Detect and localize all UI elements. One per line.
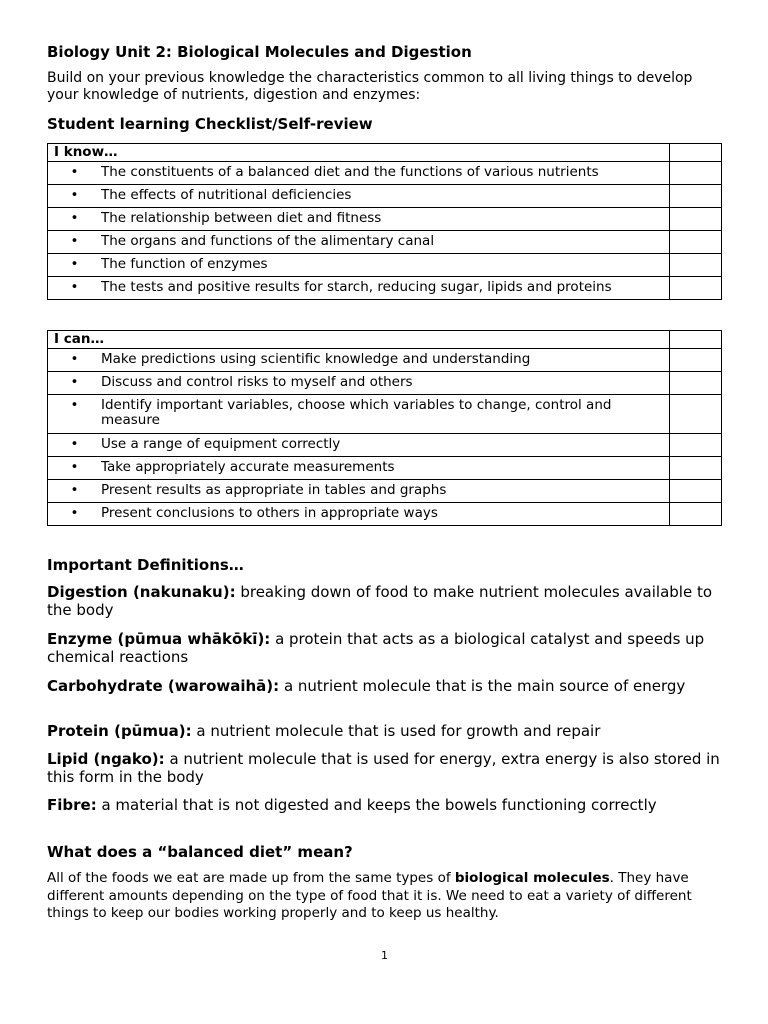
checklist-item: Take appropriately accurate measurements	[101, 459, 395, 475]
table-row	[48, 434, 722, 457]
i-know-checklist-table	[47, 143, 722, 300]
tick-box	[670, 231, 722, 254]
table-row	[48, 162, 722, 185]
definition-fibre	[47, 796, 722, 814]
i-can-checklist-table	[47, 330, 722, 526]
bullet-icon: •	[70, 397, 79, 413]
bullet-icon: •	[70, 256, 79, 272]
checklist-item: Make predictions using scientific knowledge and understanding	[101, 351, 531, 367]
checklist-item: Discuss and control risks to myself and others	[101, 374, 413, 390]
definition-text: a material that is not digested and keeps the bowels functioning correctly	[96, 796, 657, 814]
tick-box	[670, 503, 722, 526]
tick-box	[670, 457, 722, 480]
bullet-icon: •	[70, 164, 79, 180]
i-know-heading: I know…	[48, 144, 670, 162]
bullet-icon: •	[70, 482, 79, 498]
bullet-icon: •	[70, 436, 79, 452]
checklist-item: The relationship between diet and fitness	[101, 210, 382, 226]
table-row	[48, 254, 722, 277]
definition-term: Enzyme (pūmua whākōkī):	[47, 630, 271, 648]
paragraph-text: All of the foods we eat are made up from the same types of	[47, 870, 455, 886]
table-header-row	[48, 331, 722, 349]
checklist-item: Identify important variables, choose which variables to change, control and measure	[101, 397, 612, 428]
tick-box	[670, 185, 722, 208]
paragraph-bold-term: biological molecules	[454, 870, 610, 886]
bullet-icon: •	[70, 233, 79, 249]
definition-term: Carbohydrate (warowaihā):	[47, 677, 280, 695]
definition-digestion	[47, 583, 722, 619]
definition-term: Fibre:	[47, 796, 97, 814]
bullet-icon: •	[70, 210, 79, 226]
table-row	[48, 457, 722, 480]
checklist-item: Present results as appropriate in tables and graphs	[101, 482, 447, 498]
table-row	[48, 480, 722, 503]
tick-box	[670, 331, 722, 349]
page-number: 1	[381, 949, 388, 962]
definition-text: a protein that acts as a biological catalyst and speeds up chemical reactions	[47, 630, 705, 666]
checklist-item: The effects of nutritional deficiencies	[101, 187, 352, 203]
definitions-heading: Important Definitions…	[47, 556, 244, 574]
definition-text: a nutrient molecule that is used for growth and repair	[191, 722, 601, 740]
definition-lipid	[47, 750, 722, 786]
i-can-heading: I can…	[48, 331, 670, 349]
bullet-icon: •	[70, 459, 79, 475]
bullet-icon: •	[70, 351, 79, 367]
definition-term: Protein (pūmua):	[47, 722, 192, 740]
table-row	[48, 395, 722, 434]
bullet-icon: •	[70, 374, 79, 390]
balanced-diet-heading: What does a “balanced diet” mean?	[47, 843, 353, 861]
definition-term: Digestion (nakunaku)	[47, 583, 230, 601]
tick-box	[670, 254, 722, 277]
table-row	[48, 503, 722, 526]
tick-box	[670, 162, 722, 185]
bullet-icon: •	[70, 505, 79, 521]
tick-box	[670, 208, 722, 231]
checklist-item: The tests and positive results for starch, reducing sugar, lipids and proteins	[101, 279, 612, 295]
table-row	[48, 349, 722, 372]
definition-text: a nutrient molecule that is used for energy, extra energy is also stored in this form in the body	[47, 750, 720, 786]
tick-box	[670, 434, 722, 457]
definition-enzyme	[47, 630, 722, 666]
table-row	[48, 208, 722, 231]
tick-box	[670, 277, 722, 300]
table-row	[48, 372, 722, 395]
bullet-icon: •	[70, 279, 79, 295]
definition-term: Lipid (ngako):	[47, 750, 165, 768]
table-header-row	[48, 144, 722, 162]
checklist-item: The organs and functions of the alimentary canal	[101, 233, 435, 249]
definition-carbohydrate	[47, 677, 722, 695]
checklist-item: The constituents of a balanced diet and the functions of various nutrients	[101, 164, 599, 180]
checklist-item: Present conclusions to others in appropriate ways	[101, 505, 438, 521]
tick-box	[670, 480, 722, 503]
document-title: Biology Unit 2: Biological Molecules and Digestion	[47, 43, 472, 61]
tick-box	[670, 372, 722, 395]
intro-paragraph: Build on your previous knowledge the characteristics common to all living things to develop your knowledge of nutrients, digestion and enzymes:	[47, 70, 693, 103]
definition-text: breaking down of food to make nutrient molecules available to the body	[47, 583, 713, 619]
tick-box	[670, 144, 722, 162]
table-row	[48, 277, 722, 300]
tick-box	[670, 395, 722, 434]
table-row	[48, 185, 722, 208]
paragraph-text: . They have different amounts depending on the type of food that it is. We need to eat a variety of different things to keep our bodies working properly and to keep us healthy.	[47, 870, 692, 921]
definition-protein	[47, 722, 722, 740]
table-row	[48, 231, 722, 254]
checklist-title: Student learning Checklist/Self-review	[47, 115, 373, 133]
bullet-icon: •	[70, 187, 79, 203]
balanced-diet-paragraph	[47, 870, 722, 923]
checklist-item: The function of enzymes	[101, 256, 268, 272]
tick-box	[670, 349, 722, 372]
definition-separator: :	[229, 583, 236, 601]
checklist-item: Use a range of equipment correctly	[101, 436, 341, 452]
definition-text: a nutrient molecule that is the main source of energy	[279, 677, 686, 695]
